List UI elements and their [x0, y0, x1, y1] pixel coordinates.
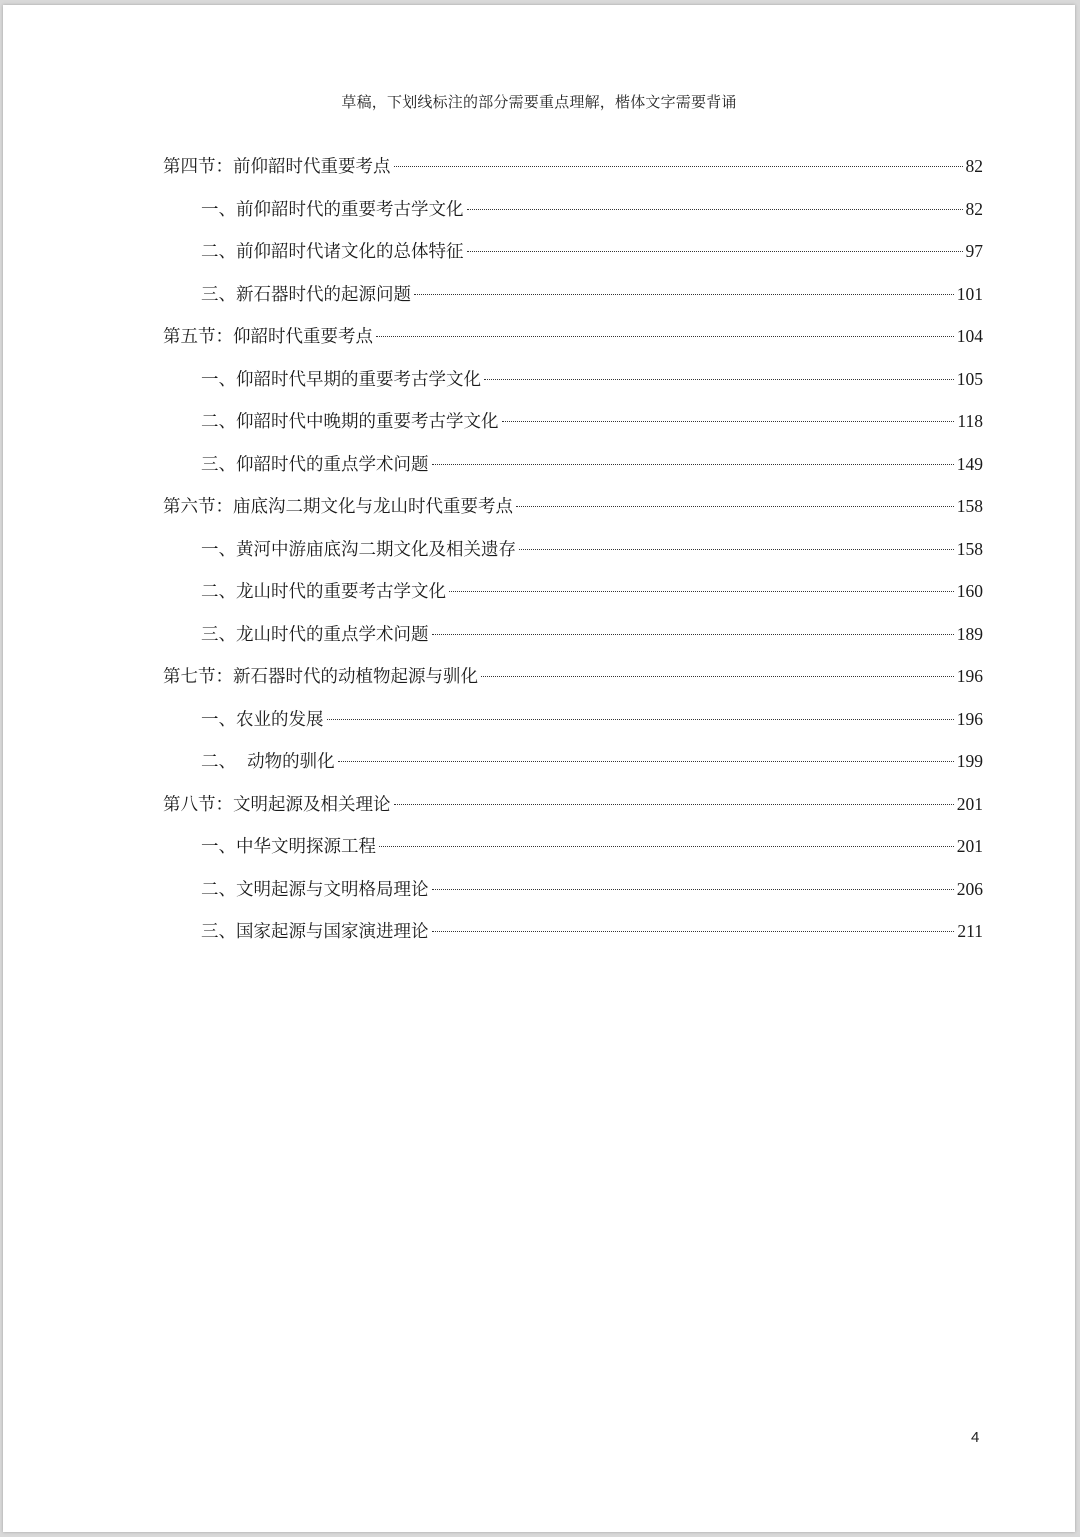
toc-leader-dots — [338, 761, 954, 762]
toc-entry-label: 一、黄河中游庙底沟二期文化及相关遗存 — [201, 539, 516, 560]
toc-entry-subsection[interactable] — [163, 188, 983, 231]
toc-entry-label: 第七节：新石器时代的动植物起源与驯化 — [163, 667, 478, 687]
toc-leader-dots — [432, 464, 954, 465]
toc-entry-label: 二、龙山时代的重要考古学文化 — [201, 582, 446, 602]
toc-entry-section[interactable] — [163, 145, 983, 188]
toc-entry-subsection[interactable] — [163, 400, 983, 443]
toc-leader-dots — [414, 294, 954, 295]
toc-entry-section[interactable] — [163, 655, 983, 698]
toc-entry-label: 二、文明起源与文明格局理论 — [201, 879, 429, 900]
toc-leader-dots — [327, 719, 954, 720]
toc-page-number: 105 — [956, 368, 983, 389]
toc-page-number: 82 — [965, 198, 983, 219]
toc-page-number: 206 — [956, 878, 983, 899]
toc-page-number: 211 — [957, 921, 983, 941]
toc-entry-section[interactable] — [163, 315, 983, 358]
toc-leader-dots — [394, 804, 954, 805]
toc-leader-dots — [394, 166, 963, 167]
toc-entry-label: 第八节：文明起源及相关理论 — [163, 794, 391, 815]
toc-entry-subsection[interactable] — [163, 273, 983, 316]
toc-entry-subsection[interactable] — [163, 358, 983, 401]
toc-leader-dots — [481, 676, 954, 677]
toc-entry-label: 三、国家起源与国家演进理论 — [201, 922, 429, 942]
toc-entry-section[interactable] — [163, 485, 983, 528]
toc-page-number: 158 — [956, 496, 983, 516]
toc-entry-label: 三、仰韶时代的重点学术问题 — [201, 454, 429, 475]
toc-page-number: 160 — [956, 581, 983, 601]
toc-leader-dots — [376, 336, 954, 337]
toc-entry-label: 一、仰韶时代早期的重要考古学文化 — [201, 369, 481, 390]
toc-entry-subsection[interactable] — [163, 613, 983, 656]
toc-entry-label: 二、 动物的驯化 — [201, 752, 335, 772]
toc-leader-dots — [467, 251, 963, 252]
toc-page-number: 199 — [956, 751, 983, 771]
toc-entry-subsection[interactable] — [163, 443, 983, 486]
document-page — [3, 5, 1075, 1532]
page-number: 4 — [971, 1429, 980, 1446]
toc-entry-label: 第六节：庙底沟二期文化与龙山时代重要考点 — [163, 497, 513, 517]
toc-entry-label: 一、中华文明探源工程 — [201, 837, 376, 857]
toc-entry-subsection[interactable] — [163, 825, 983, 868]
toc-entry-subsection[interactable] — [163, 570, 983, 613]
toc-page-number: 82 — [965, 156, 983, 176]
toc-leader-dots — [516, 506, 954, 507]
toc-leader-dots — [467, 209, 963, 210]
table-of-contents — [163, 145, 983, 953]
toc-entry-label: 二、前仰韶时代诸文化的总体特征 — [201, 242, 464, 262]
toc-page-number: 118 — [957, 411, 983, 431]
toc-entry-label: 第五节：仰韶时代重要考点 — [163, 327, 373, 347]
toc-leader-dots — [432, 634, 954, 635]
toc-entry-label: 第四节：前仰韶时代重要考点 — [163, 157, 391, 177]
toc-entry-label: 二、仰韶时代中晚期的重要考古学文化 — [201, 412, 499, 432]
toc-entry-subsection[interactable] — [163, 910, 983, 953]
toc-page-number: 97 — [965, 241, 983, 261]
toc-leader-dots — [379, 846, 954, 847]
toc-page-number: 196 — [956, 708, 983, 729]
toc-leader-dots — [484, 379, 954, 380]
toc-entry-subsection[interactable] — [163, 868, 983, 911]
toc-entry-subsection[interactable] — [163, 698, 983, 741]
toc-page-number: 189 — [956, 623, 983, 644]
toc-page-number: 201 — [956, 793, 983, 814]
toc-entry-subsection[interactable] — [163, 528, 983, 571]
page-header-note: 草稿，下划线标注的部分需要重点理解，楷体文字需要背诵 — [341, 93, 737, 111]
toc-entry-label: 一、农业的发展 — [201, 709, 324, 730]
toc-leader-dots — [502, 421, 955, 422]
toc-page-number: 196 — [956, 666, 983, 686]
toc-entry-label: 三、新石器时代的起源问题 — [201, 284, 411, 305]
toc-page-number: 101 — [956, 283, 983, 304]
toc-leader-dots — [432, 889, 954, 890]
toc-page-number: 149 — [956, 453, 983, 474]
toc-page-number: 201 — [956, 836, 983, 856]
toc-entry-section[interactable] — [163, 783, 983, 826]
toc-entry-subsection[interactable] — [163, 230, 983, 273]
toc-entry-label: 三、龙山时代的重点学术问题 — [201, 624, 429, 645]
toc-page-number: 104 — [956, 326, 983, 346]
toc-leader-dots — [519, 549, 954, 550]
toc-leader-dots — [432, 931, 955, 932]
toc-leader-dots — [449, 591, 954, 592]
toc-page-number: 158 — [956, 538, 983, 559]
toc-entry-subsection[interactable] — [163, 740, 983, 783]
toc-entry-label: 一、前仰韶时代的重要考古学文化 — [201, 199, 464, 220]
